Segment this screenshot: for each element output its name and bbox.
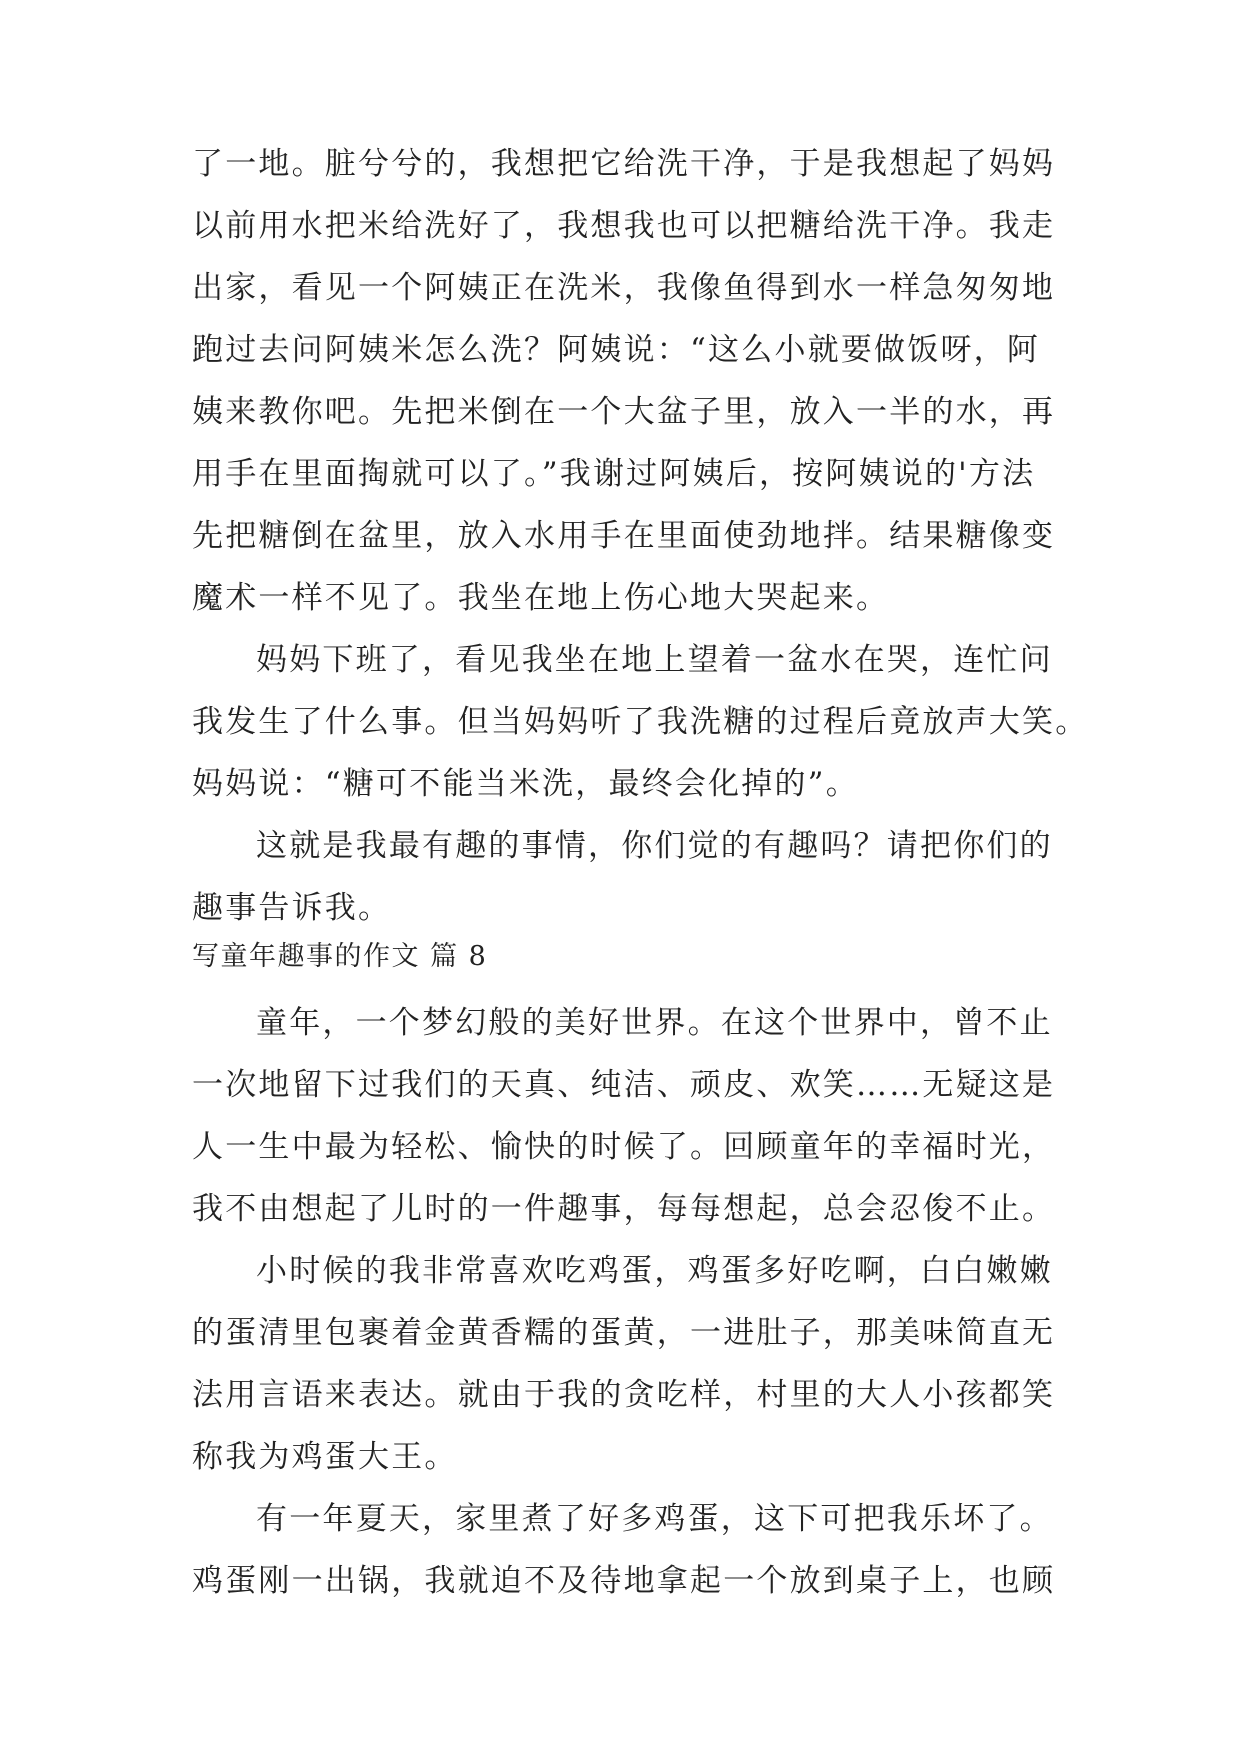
paragraph-start-line: 有一年夏天，家里煮了好多鸡蛋，这下可把我乐坏了。	[256, 1501, 1053, 1537]
text-line: 一次地留下过我们的天真、纯洁、顽皮、欢笑……无疑这是	[192, 1067, 1056, 1103]
text-line: 姨来教你吧。先把米倒在一个大盆子里，放入一半的水，再	[192, 394, 1056, 430]
text-line: 跑过去问阿姨米怎么洗？阿姨说：“这么小就要做饭呀，阿	[192, 332, 1041, 368]
text-line: 了一地。脏兮兮的，我想把它给洗干净，于是我想起了妈妈	[192, 146, 1056, 182]
text-line: 我发生了什么事。但当妈妈听了我洗糖的过程后竟放声大笑。	[192, 704, 1089, 740]
text-line: 以前用水把米给洗好了，我想我也可以把糖给洗干净。我走	[192, 208, 1056, 244]
text-line: 鸡蛋刚一出锅，我就迫不及待地拿起一个放到桌子上，也顾	[192, 1563, 1056, 1599]
text-line: 先把糖倒在盆里，放入水用手在里面使劲地拌。结果糖像变	[192, 518, 1056, 554]
text-line: 魔术一样不见了。我坐在地上伤心地大哭起来。	[192, 580, 890, 616]
text-line: 趣事告诉我。	[192, 890, 392, 926]
text-line: 称我为鸡蛋大王。	[192, 1439, 458, 1475]
text-line: 法用言语来表达。就由于我的贪吃样，村里的大人小孩都笑	[192, 1377, 1056, 1413]
text-line: 我不由想起了儿时的一件趣事，每每想起，总会忍俊不止。	[192, 1191, 1056, 1227]
text-line: 用手在里面掏就可以了。”我谢过阿姨后，按阿姨说的'方法	[192, 456, 1036, 492]
text-line: 的蛋清里包裹着金黄香糯的蛋黄，一进肚子，那美味简直无	[192, 1315, 1056, 1351]
paragraph-start-line: 妈妈下班了，看见我坐在地上望着一盆水在哭，连忙问	[256, 642, 1053, 678]
paragraph-start-line: 小时候的我非常喜欢吃鸡蛋，鸡蛋多好吃啊，白白嫩嫩	[256, 1253, 1053, 1289]
story-text-block-1	[192, 133, 1089, 939]
paragraph-start-line: 这就是我最有趣的事情，你们觉的有趣吗？请把你们的	[256, 828, 1053, 864]
section-heading: 写童年趣事的作文 篇 8	[192, 941, 488, 972]
text-line: 人一生中最为轻松、愉快的时候了。回顾童年的幸福时光，	[192, 1129, 1056, 1165]
text-line: 妈妈说：“糖可不能当米洗，最终会化掉的”。	[192, 766, 859, 802]
text-line: 出家，看见一个阿姨正在洗米，我像鱼得到水一样急匆匆地	[192, 270, 1056, 306]
paragraph-start-line: 童年，一个梦幻般的美好世界。在这个世界中，曾不止	[256, 1005, 1053, 1041]
story-text-block-2	[192, 992, 1072, 1612]
